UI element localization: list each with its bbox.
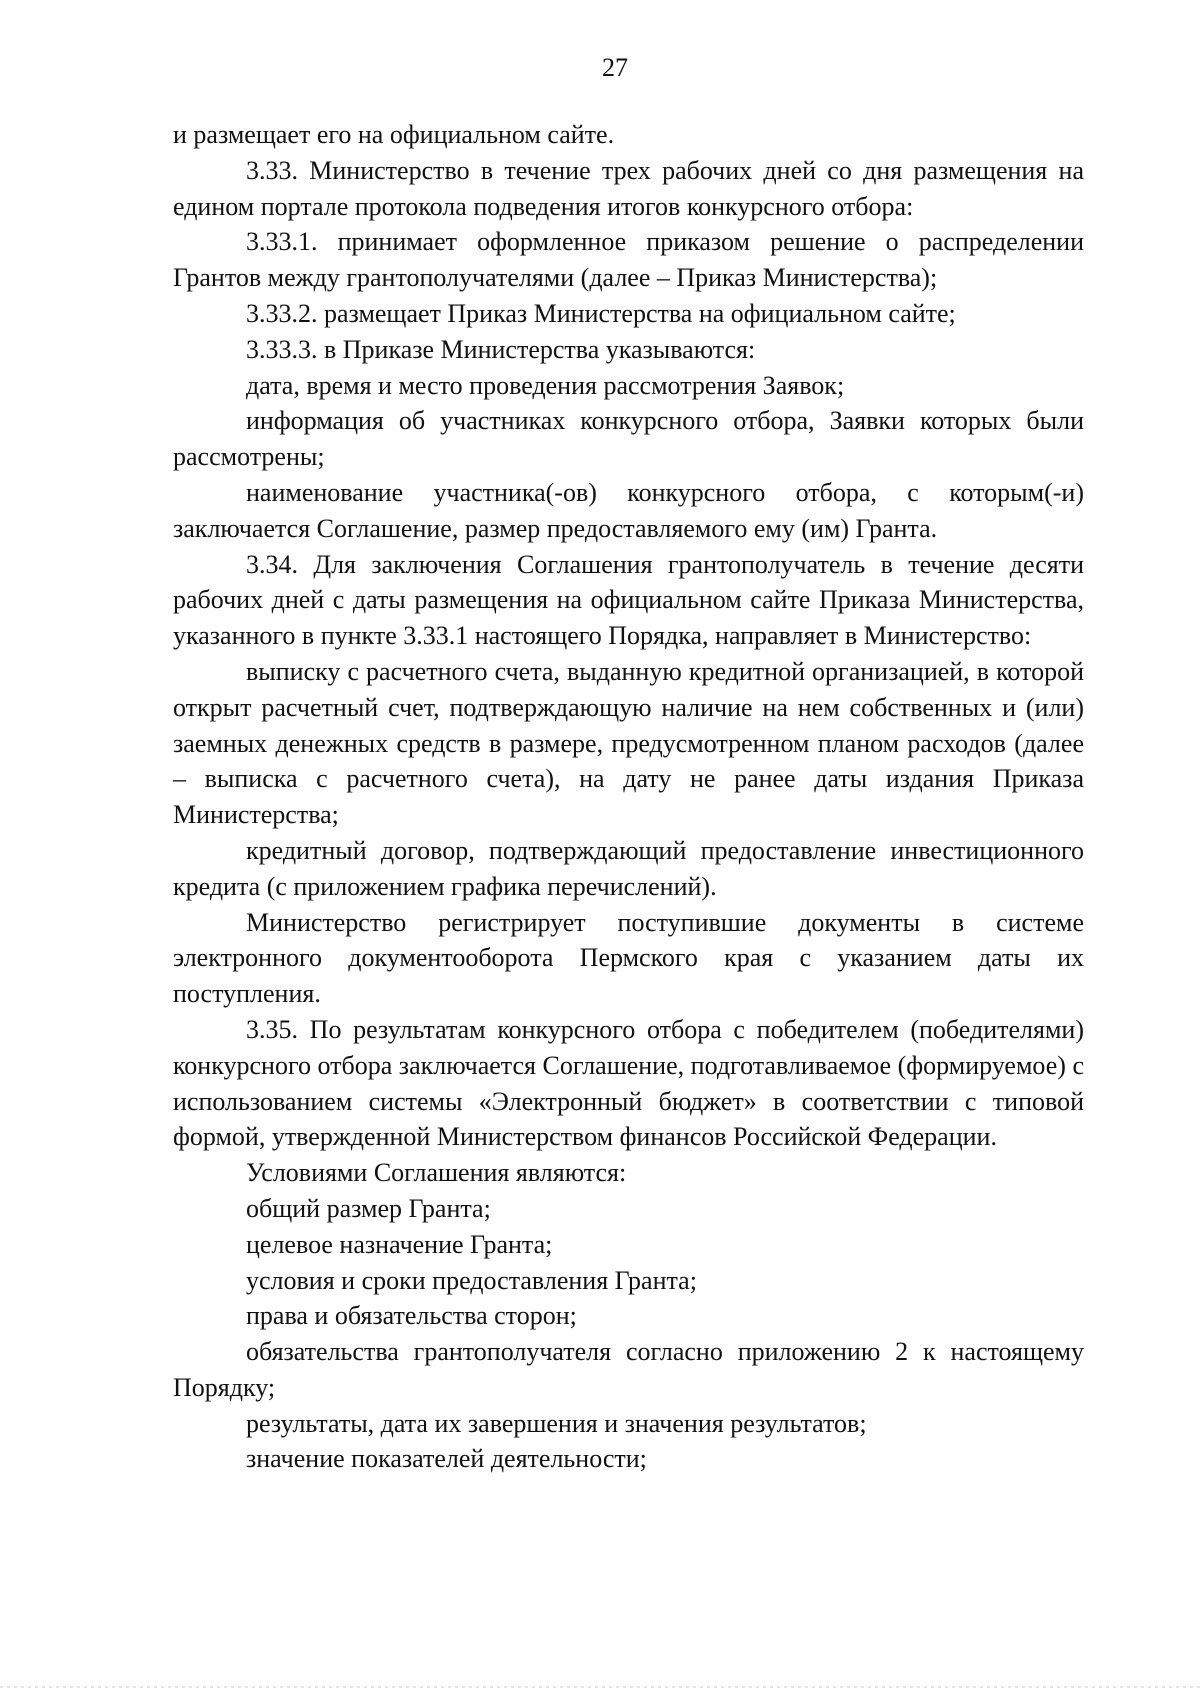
paragraph-3-33: 3.33. Министерство в течение трех рабочих дней со дня размещения на едином портале протокола подведения итогов конкурсного отбора:: [173, 155, 1084, 221]
paragraph-3-33-1: 3.33.1. принимает оформленное приказом решение о распределении Грантов между грантополучателями (далее – Приказ Министерства);: [173, 227, 1084, 293]
list-item: целевое назначение Гранта;: [246, 1229, 553, 1259]
document-body: [173, 117, 1084, 1477]
list-item: выписку с расчетного счета, выданную кредитной организацией, в которой открыт расчетный счет, подтверждающую наличие на нем собственных и (или) заемных денежных средств в размере, предусмотренном планом расходов (далее – выписка с расчетного счета), на дату не ранее даты издания Приказа Министерства;: [173, 656, 1084, 830]
paragraph-3-33-3: 3.33.3. в Приказе Министерства указываются:: [246, 334, 756, 364]
list-item: права и обязательства сторон;: [246, 1301, 577, 1331]
paragraph-3-33-2: 3.33.2. размещает Приказ Министерства на официальном сайте;: [246, 298, 956, 328]
list-item: общий размер Гранта;: [246, 1193, 491, 1223]
list-item: наименование участника(-ов) конкурсного отбора, с которым(-и) заключается Соглашение, размер предоставляемого ему (им) Гранта.: [173, 477, 1084, 543]
paragraph-3-35: 3.35. По результатам конкурсного отбора с победителем (победителями) конкурсного отбора заключается Соглашение, подготавливаемое (формируемое) с использованием системы «Электронный бюджет» в соответствии с типовой формой, утвержденной Министерством финансов Российской Федерации.: [173, 1014, 1084, 1152]
paragraph: Министерство регистрирует поступившие документы в системе электронного документооборота Пермского края с указанием даты их поступления.: [173, 907, 1084, 1009]
page-number: 27: [602, 53, 628, 82]
list-item: обязательства грантополучателя согласно приложению 2 к настоящему Порядку;: [173, 1337, 1084, 1402]
paragraph: и размещает его на официальном сайте.: [173, 120, 615, 149]
list-item: условия и сроки предоставления Гранта;: [246, 1265, 697, 1295]
paragraph-3-34: 3.34. Для заключения Соглашения грантополучатель в течение десяти рабочих дней с даты размещения на официальном сайте Приказа Министерства, указанного в пункте 3.33.1 настоящего Порядка, направляет в Министерство:: [173, 549, 1084, 651]
paragraph: Условиями Соглашения являются:: [246, 1158, 627, 1188]
list-item: дата, время и место проведения рассмотрения Заявок;: [246, 370, 845, 400]
scan-edge-artifact: [0, 1686, 1200, 1688]
list-item: кредитный договор, подтверждающий предоставление инвестиционного кредита (с приложением графика перечислений).: [173, 835, 1084, 901]
list-item: результаты, дата их завершения и значения результатов;: [246, 1408, 867, 1438]
list-item: информация об участниках конкурсного отбора, Заявки которых были рассмотрены;: [173, 406, 1084, 472]
list-item: значение показателей деятельности;: [246, 1444, 647, 1474]
